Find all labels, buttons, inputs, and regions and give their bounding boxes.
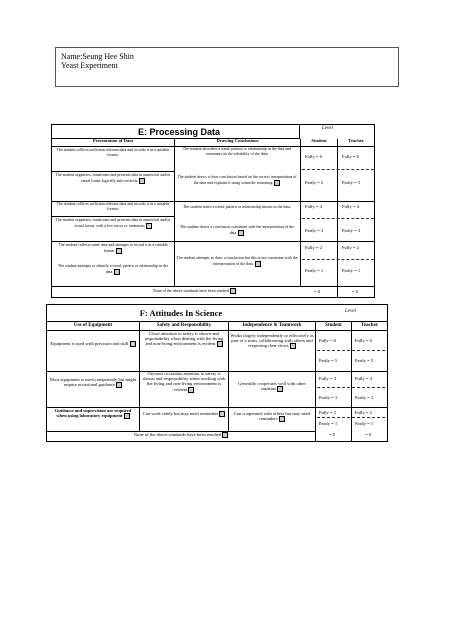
checkbox-icon[interactable] bbox=[124, 413, 130, 419]
conclusion-cell: The student attempts to draw a conclusion but this is not consistent with the interpretation of the data. bbox=[176, 256, 298, 266]
checkbox-icon[interactable] bbox=[217, 341, 223, 347]
teacher-level: Fully = 4 bbox=[342, 204, 359, 209]
conclusion-cell: The student draws a clear conclusion based on the correct interpretation of the data and explains it using scientific reasoning. bbox=[177, 175, 297, 185]
level-header: Level bbox=[345, 309, 356, 314]
checkbox-icon[interactable] bbox=[277, 386, 283, 392]
safety-cell: Can work safely but may need reminders bbox=[141, 411, 227, 425]
experiment-title: Yeast Experiment bbox=[61, 61, 118, 70]
student-level: Partly = 3 bbox=[319, 395, 338, 400]
student-level: Fully = 6 bbox=[305, 154, 322, 159]
teacher-level: Fully = 2 bbox=[355, 410, 372, 415]
teamwork-cell: Generally cooperates well with other students bbox=[238, 381, 306, 392]
student-level: Partly = 1 bbox=[305, 268, 324, 273]
student-name: Name:Seung Hee Shin bbox=[61, 52, 134, 61]
divider bbox=[47, 321, 387, 322]
teacher-level-zero: = 0 bbox=[352, 289, 359, 294]
attitudes-in-science-rubric bbox=[46, 304, 388, 442]
section-e-title: E: Processing Data bbox=[52, 125, 300, 139]
col-teacher-header: Teacher bbox=[360, 323, 379, 328]
checkbox-icon[interactable] bbox=[139, 178, 145, 184]
teacher-level: Fully = 6 bbox=[342, 154, 359, 159]
divider bbox=[139, 321, 140, 431]
student-level: Fully = 2 bbox=[319, 410, 336, 415]
divider bbox=[351, 321, 352, 441]
divider bbox=[228, 321, 229, 431]
col-teacher-header: Teacher bbox=[338, 139, 374, 147]
presentation-cell: The student collects sufficient relevant data and records it in a suitable format. bbox=[56, 202, 170, 211]
student-level: Partly = 1 bbox=[319, 421, 338, 426]
col-safety-header: Safety and Responsibility bbox=[156, 323, 212, 328]
student-level: Partly = 5 bbox=[305, 180, 324, 185]
equipment-cell: Most equipment is used competently but might require occasional guidance bbox=[49, 377, 137, 388]
divider bbox=[300, 146, 301, 286]
checkbox-icon[interactable] bbox=[274, 180, 280, 186]
teacher-level: Fully = 6 bbox=[355, 338, 372, 343]
checkbox-icon[interactable] bbox=[114, 269, 120, 275]
divider bbox=[315, 321, 316, 441]
checkbox-icon[interactable] bbox=[116, 382, 122, 388]
checkbox-icon[interactable] bbox=[219, 411, 225, 417]
student-level-zero: = 0 bbox=[329, 432, 336, 437]
teacher-level: Fully = 4 bbox=[355, 376, 372, 381]
conclusion-cell: The student describes a trend, pattern or relationship in the data and comments on the reliability of the data. bbox=[182, 147, 292, 156]
level-header: Level bbox=[322, 126, 333, 131]
presentation-cell: The student organizes, transforms and presents data in numerical and/or visual forms, with a few errors or omissions bbox=[55, 218, 171, 228]
divider bbox=[317, 350, 385, 351]
col-student-header: Student bbox=[325, 323, 342, 328]
processing-data-rubric bbox=[51, 124, 375, 298]
divider bbox=[52, 241, 374, 242]
checkbox-icon[interactable] bbox=[279, 416, 285, 422]
presentation-cell: The student attempts to identify a trend, pattern or relationship in the data. bbox=[57, 264, 169, 274]
teacher-level: Partly = 3 bbox=[342, 228, 361, 233]
none-reached: None of the above standards have been reached bbox=[52, 288, 337, 296]
none-reached: None of the above standards have been reached bbox=[47, 432, 315, 440]
divider bbox=[52, 216, 174, 217]
divider bbox=[317, 417, 385, 418]
student-level: Fully = 4 bbox=[305, 204, 322, 209]
presentation-cell: The student collects some data and attempts to record it in a suitable format. bbox=[58, 243, 168, 253]
equipment-cell: Equipment is used with precision and skill bbox=[49, 341, 137, 361]
conclusion-cell: The student draws a conclusion consistent with the interpretation of the data. bbox=[179, 225, 295, 235]
student-level: Partly = 5 bbox=[319, 358, 338, 363]
checkbox-icon[interactable] bbox=[130, 341, 136, 347]
divider bbox=[52, 171, 174, 172]
divider bbox=[302, 259, 374, 260]
student-info-box bbox=[55, 47, 399, 87]
safety-cell: On most occasions attention to safety is shown and responsibility when working with the living and non-living environment is evident bbox=[142, 371, 226, 392]
student-level-zero: = 0 bbox=[314, 289, 321, 294]
divider bbox=[317, 387, 385, 388]
checkbox-icon[interactable] bbox=[146, 223, 152, 229]
col-student-header: Student bbox=[301, 139, 338, 147]
divider bbox=[302, 218, 374, 219]
checkbox-icon[interactable] bbox=[238, 230, 244, 236]
checkbox-icon[interactable] bbox=[255, 261, 261, 267]
divider bbox=[174, 146, 175, 286]
teamwork-cell: Can cooperated with others but may need reminders bbox=[233, 411, 311, 422]
safety-cell: Close attention to safety is shown and responsibility when dealing with the living and non-living environment is evident bbox=[144, 331, 224, 347]
teacher-level: Partly = 1 bbox=[355, 421, 374, 426]
teacher-level: Fully = 2 bbox=[342, 245, 359, 250]
checkbox-icon[interactable] bbox=[230, 288, 236, 294]
divider bbox=[52, 286, 374, 287]
teacher-level-zero: = 0 bbox=[365, 432, 372, 437]
divider bbox=[302, 169, 374, 170]
col-equipment-header: Use of Equipment bbox=[73, 323, 113, 328]
teacher-level: Partly = 3 bbox=[355, 395, 374, 400]
col-presentation-header: Presentation of Data bbox=[52, 139, 175, 147]
conclusion-cell: The student states a trend, pattern or relationship shown in the data. bbox=[182, 205, 292, 209]
checkbox-icon[interactable] bbox=[290, 343, 296, 349]
checkbox-icon[interactable] bbox=[222, 432, 228, 438]
section-f-title: F: Attitudes In Science bbox=[47, 305, 315, 322]
teamwork-cell: Works largely independently or effectively as part of a team, collaborating with others and respecting their views bbox=[230, 333, 314, 349]
student-level: Fully = 2 bbox=[305, 245, 322, 250]
checkbox-icon[interactable] bbox=[188, 387, 194, 393]
checkbox-icon[interactable] bbox=[116, 248, 122, 254]
col-conclusions-header: Drawing Conclusions bbox=[175, 139, 301, 147]
equipment-cell: Guidance and supervision are required when using laboratory equipment bbox=[54, 408, 132, 419]
teacher-level: Partly = 1 bbox=[342, 268, 361, 273]
teacher-level: Partly = 5 bbox=[355, 358, 374, 363]
presentation-cell: The student organizes, transforms and presents data in numerical and/or visual forms logically and correctly. bbox=[55, 173, 171, 183]
col-team-header: Independence & Teamwork bbox=[242, 323, 302, 328]
presentation-cell: The student collects sufficient relevant data and records it in a suitable format. bbox=[56, 148, 170, 157]
student-level: Fully = 4 bbox=[319, 376, 336, 381]
teacher-level: Partly = 5 bbox=[342, 180, 361, 185]
student-level: Fully = 6 bbox=[319, 338, 336, 343]
student-level: Partly = 3 bbox=[305, 228, 324, 233]
